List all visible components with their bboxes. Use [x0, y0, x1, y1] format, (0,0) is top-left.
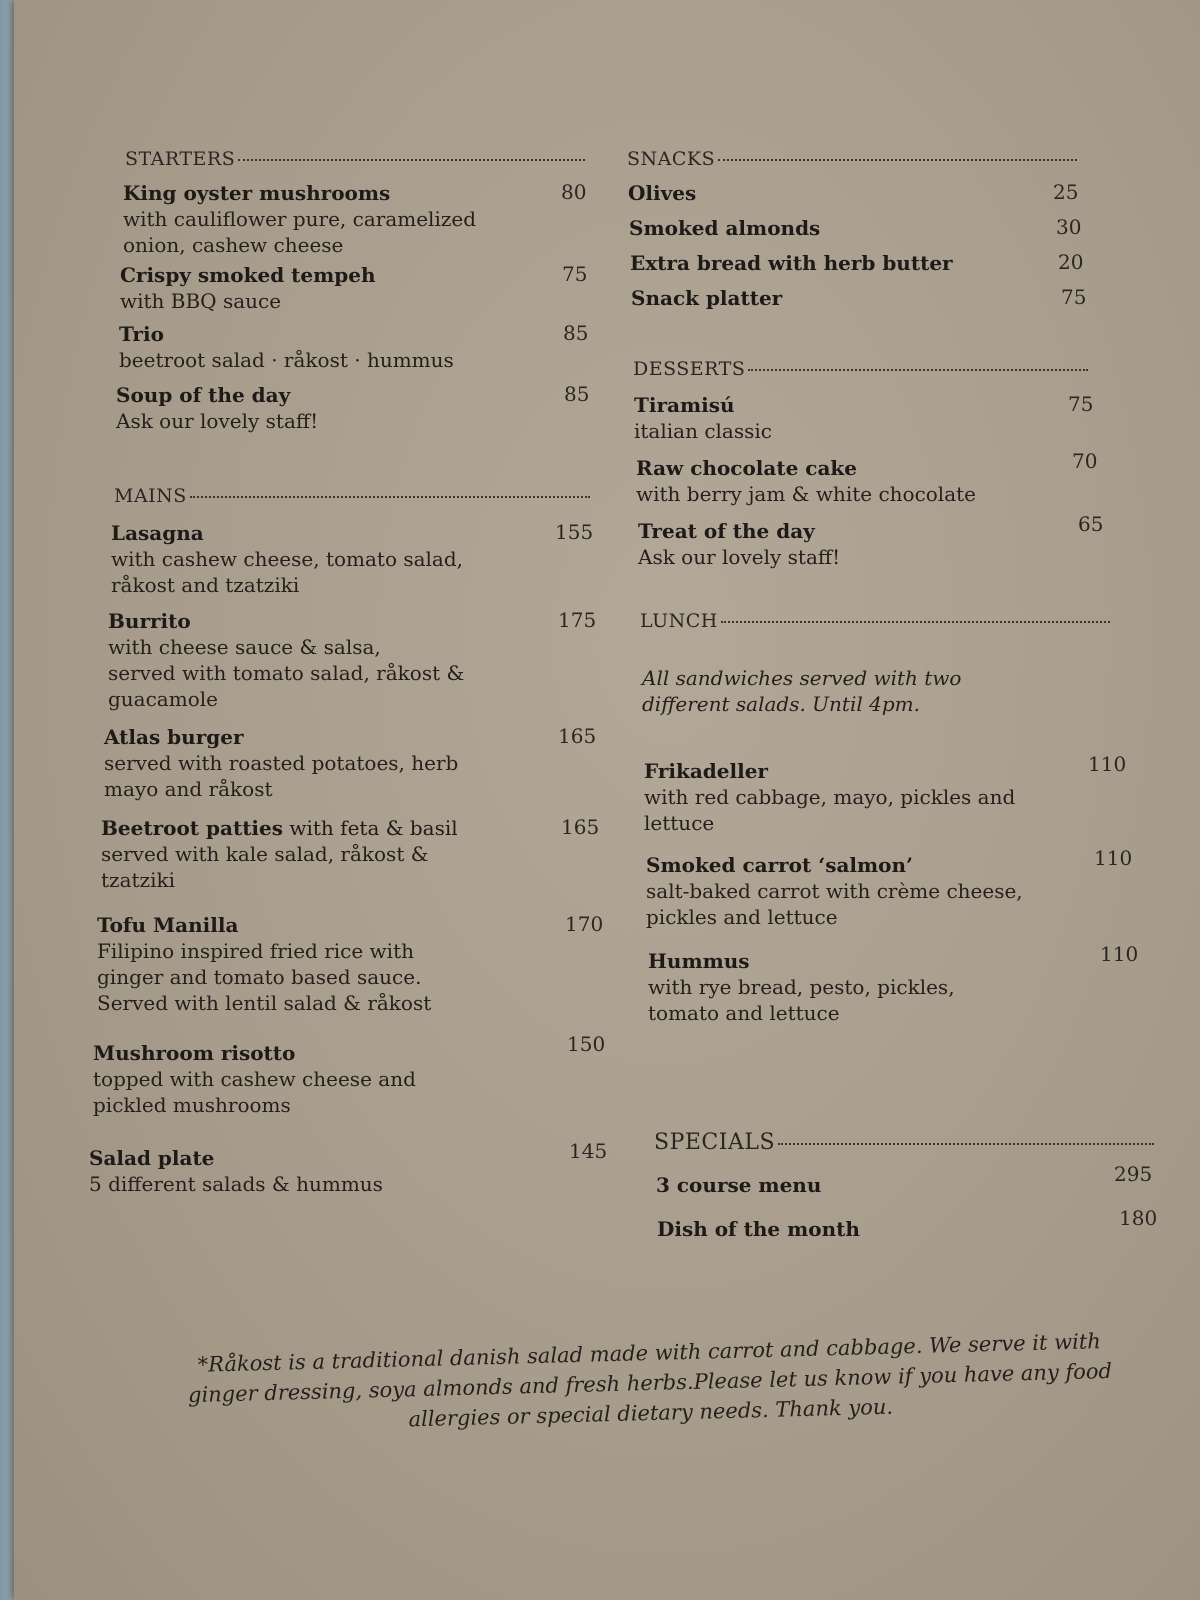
item-name: Soup of the day: [116, 383, 291, 407]
item-description: with cauliflower pure, caramelized onion, cashew cheese: [123, 207, 477, 257]
menu-item: [646, 846, 1133, 930]
item-price: 295: [1114, 1162, 1153, 1186]
menu-item: [629, 215, 1082, 241]
menu-item: [628, 180, 1078, 206]
item-description: Ask our lovely staff!: [638, 545, 841, 569]
item-name: Extra bread with herb butter: [630, 251, 953, 275]
item-name: King oyster mushrooms: [123, 181, 391, 205]
item-price: 155: [555, 520, 594, 544]
item-description: served with kale salad, råkost & tzatziki: [101, 842, 429, 892]
menu-item: [120, 262, 590, 314]
item-description: with cashew cheese, tomato salad, råkost and tzatziki: [111, 547, 464, 597]
item-price: 75: [562, 262, 588, 286]
item-price: 75: [1061, 285, 1087, 309]
menu-item: [101, 815, 601, 893]
dot-leader: [778, 1143, 1154, 1145]
menu-item: [89, 1139, 614, 1197]
item-name: Hummus: [648, 949, 750, 973]
menu-item: [636, 449, 1098, 507]
menu-item: [630, 250, 1084, 276]
item-description: beetroot salad · råkost · hummus: [119, 348, 454, 372]
item-price: 110: [1094, 846, 1133, 870]
menu-item: [111, 520, 601, 598]
section-title: SPECIALS: [654, 1130, 776, 1155]
item-name: Dish of the month: [657, 1217, 860, 1241]
item-description: with cheese sauce & salsa, served with tomato salad, råkost & guacamole: [108, 635, 465, 711]
item-name: Smoked almonds: [629, 216, 821, 240]
item-description: italian classic: [634, 419, 772, 443]
section-title: SNACKS: [627, 148, 716, 170]
item-description: 5 different salads & hummus: [89, 1172, 383, 1196]
item-name: Burrito: [108, 609, 191, 633]
item-price: 165: [558, 724, 597, 748]
item-price: 20: [1058, 250, 1084, 274]
section-title: LUNCH: [640, 610, 718, 632]
item-name: Tiramisú: [634, 393, 735, 417]
item-price: 110: [1088, 752, 1127, 776]
item-price: 145: [569, 1139, 608, 1163]
menu-item: [657, 1206, 1158, 1242]
section-title: MAINS: [114, 485, 187, 507]
item-name: Smoked carrot ‘salmon’: [646, 853, 914, 877]
lunch-note: All sandwiches served with two different salads. Until 4pm.: [642, 666, 962, 716]
item-name: [101, 815, 601, 841]
item-description: with BBQ sauce: [120, 289, 282, 313]
item-name: Trio: [119, 322, 164, 346]
item-name: Lasagna: [111, 521, 204, 545]
item-price: 175: [558, 608, 597, 632]
item-price: 170: [565, 912, 604, 936]
item-price: 75: [1068, 392, 1094, 416]
background-edge: [0, 0, 14, 1600]
menu-item: [104, 724, 597, 802]
item-name: Crispy smoked tempeh: [120, 263, 376, 287]
item-name: Olives: [628, 181, 697, 205]
footnote: *Råkost is a traditional danish salad made with carrot and cabbage. We serve it with ginger dressing, soya almonds and fresh herbs.Please let us know if you have any food allergies or special dietary needs. Thank you.: [187, 1329, 1113, 1432]
item-description: Ask our lovely staff!: [116, 409, 319, 433]
menu-item: [644, 752, 1127, 836]
item-description: topped with cashew cheese and pickled mushrooms: [93, 1067, 416, 1117]
item-name: Frikadeller: [644, 759, 768, 783]
item-price: 85: [563, 321, 589, 345]
section-title: DESSERTS: [633, 358, 746, 380]
item-price: 110: [1100, 942, 1139, 966]
item-description: salt-baked carrot with crème cheese, pickles and lettuce: [646, 879, 1023, 929]
section-header-specials: [654, 1130, 1154, 1155]
menu-item: [634, 392, 1094, 444]
section-title: STARTERS: [125, 148, 236, 170]
section-header-mains: [114, 485, 590, 507]
menu-item: [116, 382, 590, 434]
dot-leader: [748, 369, 1088, 371]
item-price: 65: [1078, 512, 1104, 536]
menu-item: [119, 321, 589, 373]
item-name: Tofu Manilla: [97, 913, 239, 937]
menu-item: [97, 912, 607, 1016]
section-header-starters: [125, 148, 585, 170]
item-price: 25: [1053, 180, 1079, 204]
menu-item: [656, 1162, 1156, 1198]
item-description: served with roasted potatoes, herb mayo and råkost: [104, 751, 459, 801]
item-name: Treat of the day: [638, 519, 815, 543]
menu-item: [638, 512, 1104, 570]
item-name: Raw chocolate cake: [636, 456, 857, 480]
item-price: 70: [1072, 449, 1098, 473]
menu-item: [93, 1032, 608, 1118]
dot-leader: [190, 496, 590, 498]
item-description: with berry jam & white chocolate: [636, 482, 976, 506]
item-description: Filipino inspired fried rice with ginger and tomato based sauce. Served with lentil salad & råkost: [97, 939, 432, 1015]
item-name: Snack platter: [631, 286, 783, 310]
item-price: 85: [564, 382, 590, 406]
section-header-desserts: [633, 358, 1088, 380]
item-price: 165: [561, 815, 600, 839]
item-price: 80: [561, 180, 587, 204]
menu-item: [648, 942, 1139, 1026]
section-header-snacks: [627, 148, 1077, 170]
item-name: 3 course menu: [656, 1173, 822, 1197]
item-price: 30: [1056, 215, 1082, 239]
menu-item: [123, 180, 593, 258]
dot-leader: [238, 159, 585, 161]
item-price: 180: [1119, 1206, 1158, 1230]
dot-leader: [721, 621, 1110, 623]
dot-leader: [718, 159, 1077, 161]
item-name-text: Beetroot patties: [101, 816, 284, 840]
menu-item: [108, 608, 598, 712]
section-header-lunch: [640, 610, 1110, 632]
item-name-extra: with feta & basil: [283, 816, 458, 840]
item-name: Atlas burger: [104, 725, 244, 749]
item-description: with red cabbage, mayo, pickles and lettuce: [644, 785, 1016, 835]
item-price: 150: [567, 1032, 606, 1056]
item-description: with rye bread, pesto, pickles, tomato and lettuce: [648, 975, 955, 1025]
item-name: Salad plate: [89, 1146, 215, 1170]
menu-item: [631, 285, 1087, 311]
item-name: Mushroom risotto: [93, 1041, 296, 1065]
